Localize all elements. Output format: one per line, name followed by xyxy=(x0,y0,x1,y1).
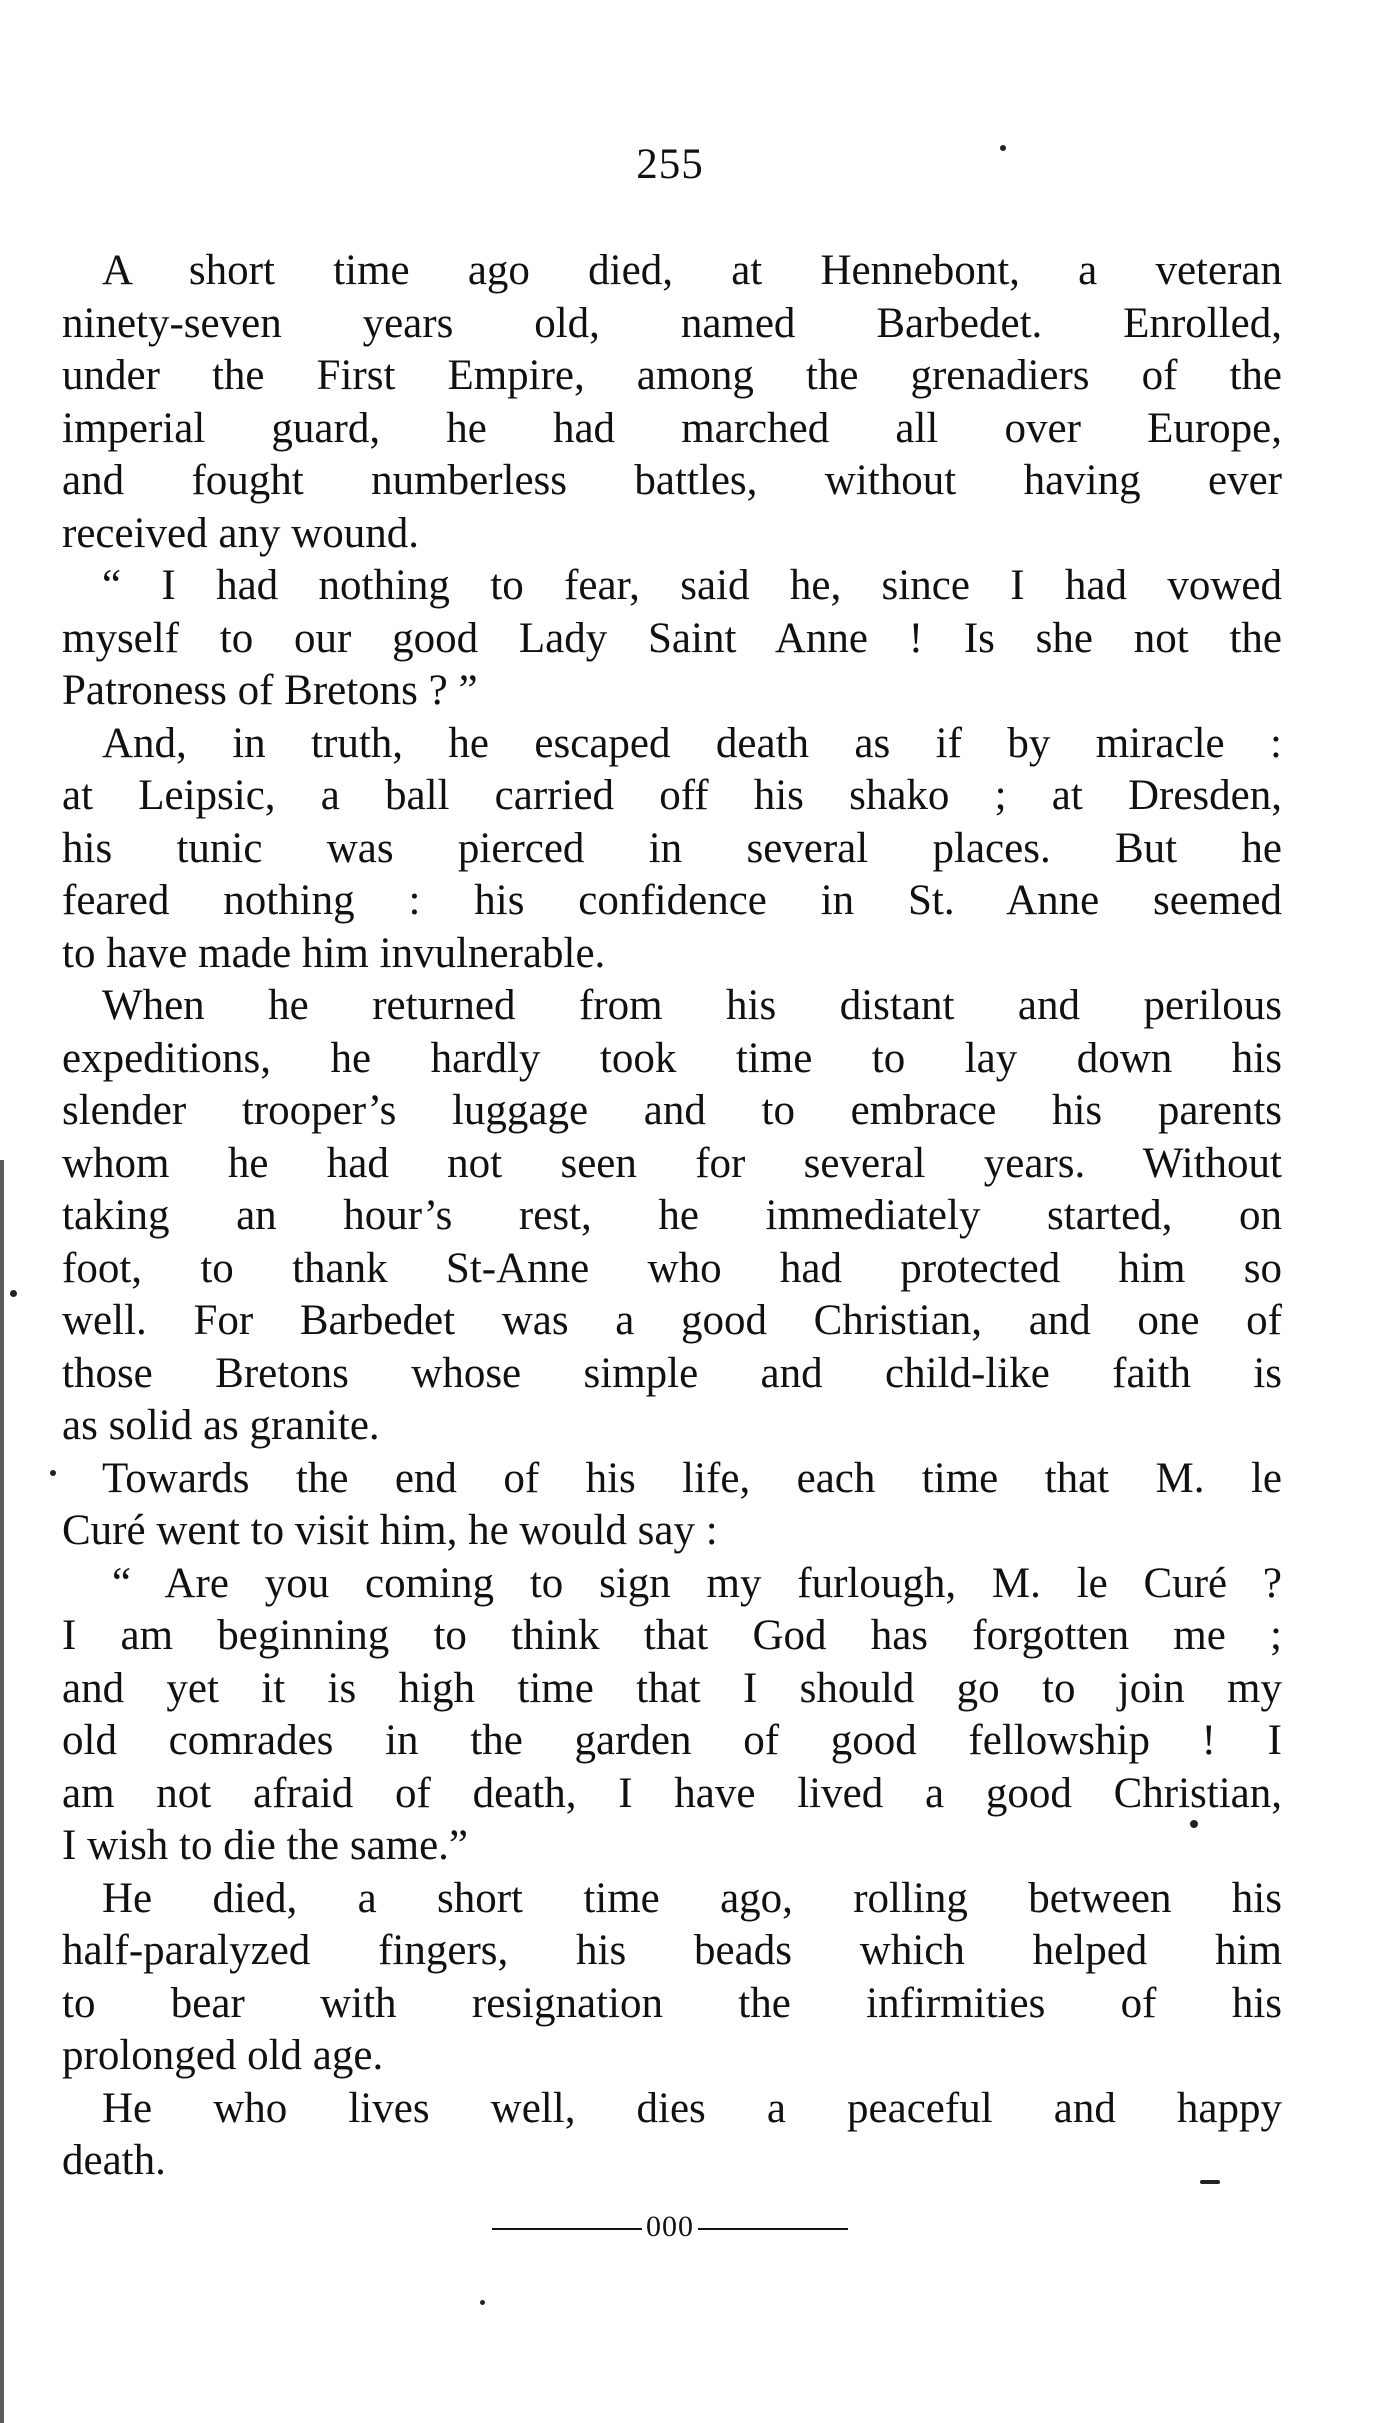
text-line: I am beginning to think that God has forgotten me ; xyxy=(62,1612,1282,1659)
text-line: “ Are you coming to sign my furlough, M. le Curé ? xyxy=(112,1559,1282,1607)
text-line: at Leipsic, a ball carried off his shako ; at Dresden, xyxy=(62,772,1282,819)
text-line: foot, to thank St-Anne who had protected him so xyxy=(62,1244,1282,1292)
text-line: and yet it is high time that I should go to join my xyxy=(62,1664,1282,1712)
text-line: prolonged old age. xyxy=(62,2032,384,2079)
text-line: to bear with resignation the infirmities of his xyxy=(62,1979,1282,2027)
text-line: He who lives well, dies a peaceful and happy xyxy=(102,2084,1282,2132)
text-line: under the First Empire, among the grenadiers of the xyxy=(62,352,1282,399)
print-speck xyxy=(50,1470,56,1476)
text-line: expeditions, he hardly took time to lay down his xyxy=(62,1034,1282,1082)
text-line: feared nothing : his confidence in St. Anne seemed xyxy=(62,877,1282,924)
text-line: those Bretons whose simple and child-like faith is xyxy=(62,1349,1282,1397)
text-line: myself to our good Lady Saint Anne ! Is she not the xyxy=(62,614,1282,662)
text-line: death. xyxy=(62,2137,166,2184)
text-line: slender trooper’s luggage and to embrace his parents xyxy=(62,1087,1282,1134)
divider-rule-left xyxy=(492,2228,642,2230)
text-line: He died, a short time ago, rolling between his xyxy=(102,1874,1282,1922)
print-speck xyxy=(1190,1820,1198,1828)
print-speck xyxy=(480,2300,485,2305)
print-speck xyxy=(1200,2180,1220,2184)
text-line: well. For Barbedet was a good Christian, and one of xyxy=(62,1297,1282,1344)
text-line: to have made him invulnerable. xyxy=(62,929,606,977)
text-line: and fought numberless battles, without having ever xyxy=(62,457,1282,504)
text-line: A short time ago died, at Hennebont, a veteran xyxy=(102,247,1282,294)
text-line: received any wound. xyxy=(62,509,419,557)
text-line: Towards the end of his life, each time that M. le xyxy=(102,1454,1282,1502)
section-divider xyxy=(0,2210,1340,2244)
text-line: Patroness of Bretons ? ” xyxy=(62,667,478,714)
divider-mark: 000 xyxy=(646,2210,694,2243)
body-text xyxy=(62,245,1282,2188)
text-line: whom he had not seen for several years. Without xyxy=(62,1139,1282,1187)
text-line: his tunic was pierced in several places. But he xyxy=(62,824,1282,872)
print-speck xyxy=(1000,145,1006,151)
text-line: “ I had nothing to fear, said he, since I had vowed xyxy=(102,562,1282,609)
text-line: old comrades in the garden of good fellowship ! I xyxy=(62,1717,1282,1764)
text-line: When he returned from his distant and perilous xyxy=(102,982,1282,1029)
text-line: imperial guard, he had marched all over Europe, xyxy=(62,404,1282,452)
print-speck xyxy=(10,1290,17,1297)
text-line: am not afraid of death, I have lived a good Christian, xyxy=(62,1769,1282,1817)
divider-rule-right xyxy=(698,2228,848,2230)
page-number: 255 xyxy=(636,141,704,188)
text-line: half-paralyzed fingers, his beads which helped him xyxy=(62,1927,1282,1974)
text-line: Curé went to visit him, he would say : xyxy=(62,1507,718,1554)
text-line: ninety-seven years old, named Barbedet. Enrolled, xyxy=(62,299,1282,347)
text-line: I wish to die the same.” xyxy=(62,1822,469,1869)
text-line: And, in truth, he escaped death as if by miracle : xyxy=(102,719,1282,767)
text-line: taking an hour’s rest, he immediately started, on xyxy=(62,1192,1282,1239)
text-line: as solid as granite. xyxy=(62,1402,380,1449)
